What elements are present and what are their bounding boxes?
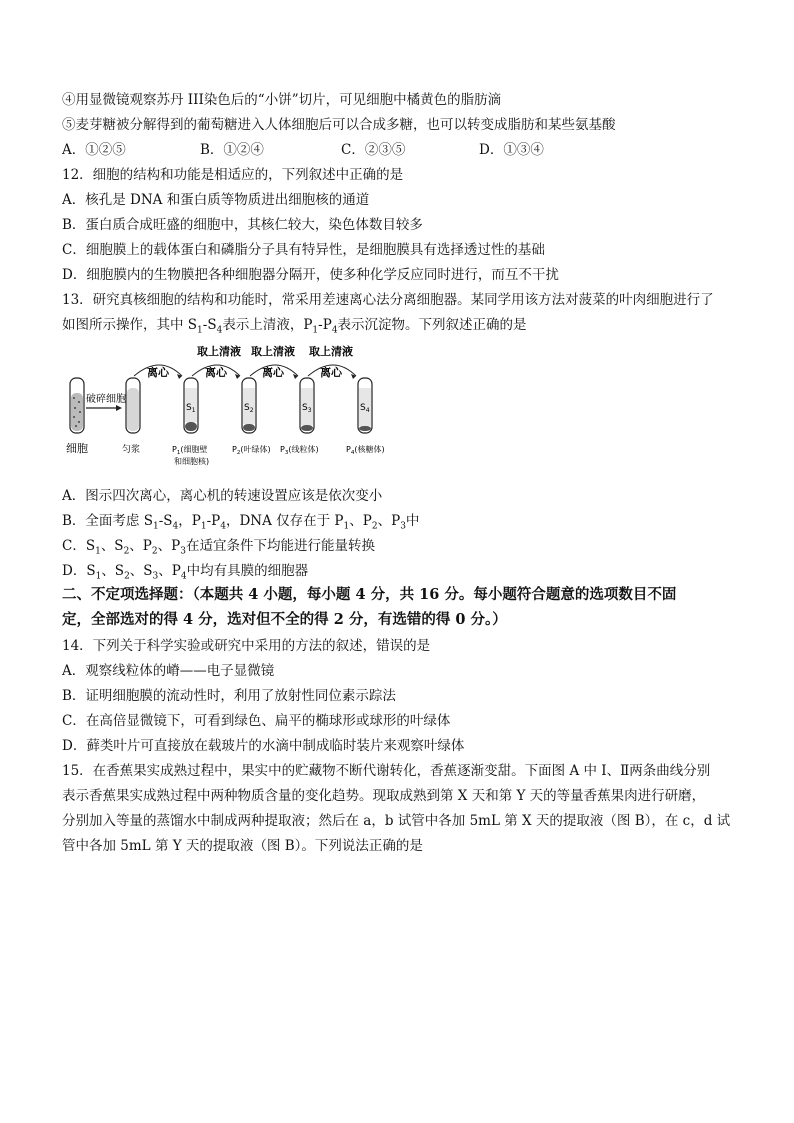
fig-label-p2: $P_2$(叶绿体) [232, 445, 271, 456]
q11-option-b: B．①②④ [200, 142, 264, 158]
fig-label-supernatant-3: 取上清液 [309, 345, 353, 358]
fig-label-centrifuge-3: 离心 [262, 366, 284, 379]
q12-option-b: B．蛋白质合成旺盛的细胞中，其核仁较大，染色体数目较多 [62, 217, 423, 233]
tube-homogenate [126, 378, 140, 433]
q12-option-c: C．细胞膜上的载体蛋白和磷脂分子具有特异性，是细胞膜具有选择透过性的基础 [62, 242, 545, 258]
fig-label-p3: $P_3$(线粒体) [280, 445, 319, 456]
fig-label-cells: 细胞 [66, 442, 88, 455]
fig-label-p4: $P_4$(核糖体) [346, 445, 385, 456]
q13-option-b: B．全面考虑 $S_1-S_4$，$P_1-P_4$，DNA 仅存在于 $P_1$、$P_2$、$P_3$中 [62, 513, 420, 532]
q13-option-a: A．图示四次离心，离心机的转速设置应该是依次变小 [62, 488, 383, 504]
q15-stem-line1: 15．在香蕉果实成熟过程中，果实中的贮藏物不断代谢转化，香蕉逐渐变甜。下面图 A 中 I、Ⅱ两条曲线分别 [62, 763, 711, 779]
q13-option-c: C．$S_1$、$S_2$、$P_2$、$P_3$在适宜条件下均能进行能量转换 [62, 538, 375, 557]
fig-label-p1: $P_1$(细胞壁 [172, 445, 208, 456]
q11-item-4: ④用显微镜观察苏丹 III染色后的“小饼”切片，可见细胞中橘黄色的脂肪滴 [62, 92, 502, 108]
centrifugation-figure [62, 338, 402, 468]
q13-stem-line1: 13．研究真核细胞的结构和功能时，常采用差速离心法分离细胞器。某同学用该方法对菠菜的叶肉细胞进行了 [62, 292, 714, 308]
q14-option-b: B．证明细胞膜的流动性时，利用了放射性同位素示踪法 [62, 688, 396, 704]
q14-stem: 14．下列关于科学实验或研究中采用的方法的叙述，错误的是 [62, 638, 431, 654]
q12-option-d: D．细胞膜内的生物膜把各种细胞器分隔开，使多种化学反应同时进行，而互不干扰 [62, 267, 559, 283]
fig-label-supernatant-2: 取上清液 [251, 345, 295, 358]
fig-label-supernatant-1: 取上清液 [197, 345, 241, 358]
fig-s4-label: $S_4$ [360, 403, 370, 414]
fig-s1-label: $S_1$ [186, 403, 196, 414]
q12-option-a: A．核孔是 DNA 和蛋白质等物质进出细胞核的通道 [62, 192, 370, 208]
q15-stem-line2: 表示香蕉果实成熟过程中两种物质含量的变化趋势。现取成熟到第 X 天和第 Y 天的等量香蕉果肉进行研磨， [62, 788, 706, 804]
q12-stem: 12．细胞的结构和功能是相适应的，下列叙述中正确的是 [62, 167, 404, 183]
fig-label-homogenate: 匀浆 [122, 445, 141, 455]
section-2-heading-line1: 二、不定项选择题：（本题共 4 小题，每小题 4 分，共 16 分。每小题符合题意的选项数目不固 [62, 586, 677, 603]
q11-item-5: ⑤麦芽糖被分解得到的葡萄糖进入人体细胞后可以合成多糖，也可以转变成脂肪和某些氨基酸 [62, 117, 616, 133]
fig-label-centrifuge-2: 离心 [205, 366, 227, 379]
fig-s2-label: $S_2$ [244, 403, 254, 414]
q15-stem-line3: 分别加入等量的蒸馏水中制成两种提取液；然后在 a，b 试管中各加 5mL 第 X 天的提取液（图 B），在 c，d 试 [62, 813, 731, 829]
tube-cells [70, 378, 84, 433]
fig-label-break-cells: 破碎细胞 [86, 394, 126, 405]
q11-option-a: A．①②⑤ [62, 142, 126, 158]
fig-label-p1-line2: 和细胞核) [174, 457, 210, 466]
fig-label-centrifuge-4: 离心 [320, 366, 342, 379]
q14-option-c: C．在高倍显微镜下，可看到绿色、扁平的椭球形或球形的叶绿体 [62, 713, 451, 729]
q13-stem-line2: 如图所示操作，其中 $S_1-S_4$表示上清液，$P_1-P_4$表示沉淀物。下列叙述正确的是 [62, 317, 527, 336]
fig-label-centrifuge-1: 离心 [147, 366, 169, 379]
q15-stem-line4: 管中各加 5mL 第 Y 天的提取液（图 B）。下列说法正确的是 [62, 838, 423, 854]
fig-s3-label: $S_3$ [302, 403, 312, 414]
q11-options [62, 140, 544, 160]
q11-option-d: D．①③④ [479, 142, 544, 158]
q14-option-d: D．藓类叶片可直接放在载玻片的水滴中制成临时装片来观察叶绿体 [62, 738, 465, 754]
q14-option-a: A．观察线粒体的嵴——电子显微镜 [62, 663, 275, 679]
q11-option-c: C．②③⑤ [341, 142, 406, 158]
q13-option-d: D．$S_1$、$S_2$、$S_3$、$P_4$中均有具膜的细胞器 [62, 563, 309, 582]
section-2-heading-line2: 定，全部选对的得 4 分，选对但不全的得 2 分，有选错的得 0 分。） [62, 611, 507, 628]
